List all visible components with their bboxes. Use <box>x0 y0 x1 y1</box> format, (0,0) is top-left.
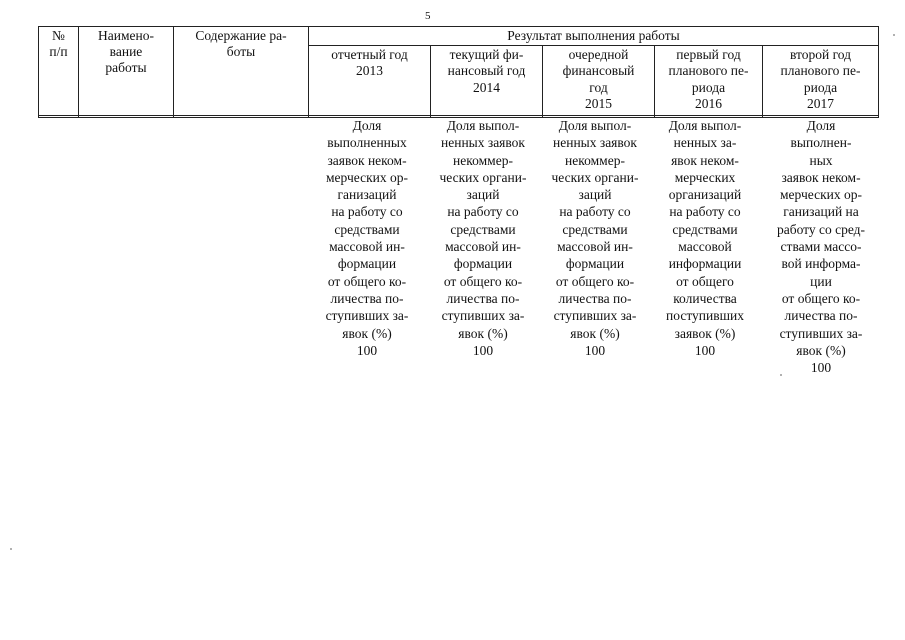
result-cell-2013: Доля выполненных заявок неком- мерческих ор- ганизаций на работу со средствами массовой ин- формации от общего ко- личества по- ступивших за- явок (%) 100 <box>325 118 409 358</box>
result-cell-2015: Доля выпол- ненных заявок некоммер- ческих органи- заций на работу со средствами массовой ин- формации от общего ко- личества по- ступивших за- явок (%) 100 <box>551 118 639 358</box>
year-header-2013: отчетный год 2013 <box>309 46 431 118</box>
scan-speck <box>893 34 895 36</box>
result-cell-2016: Доля выпол- ненных за- явок неком- мерческих организаций на работу со средствами массовой информации от общего количества поступивших заявок (%) 100 <box>666 118 744 358</box>
scan-speck <box>10 548 12 550</box>
result-cell-2014: Доля выпол- ненных заявок некоммер- ческих органи- заций на работу со средствами массовой ин- формации от общего ко- личества по- ступивших за- явок (%) 100 <box>439 118 527 358</box>
table-bottom-rule <box>38 115 878 116</box>
year-header-2014: текущий фи- нансовый год 2014 <box>431 46 543 118</box>
scan-speck <box>780 374 782 376</box>
page-number: 5 <box>425 10 431 22</box>
year-header-2015: очередной финансовый год 2015 <box>543 46 655 118</box>
results-table-header <box>38 26 879 118</box>
result-group-header: Результат выполнения работы <box>309 27 879 46</box>
col-content-header: Содержание ра- боты <box>174 27 309 118</box>
year-header-2017: второй год планового пе- риода 2017 <box>763 46 879 118</box>
col-number-header: № п/п <box>39 27 79 118</box>
result-cell-2017: Доля выполнен- ных заявок неком- мерческих ор- ганизаций на работу со сред- ствами массо- вой информа- ции от общего ко- личества по- ступивших за- явок (%) 100 <box>776 118 866 376</box>
year-header-2016: первый год планового пе- риода 2016 <box>655 46 763 118</box>
col-name-header: Наимено- вание работы <box>79 27 174 118</box>
